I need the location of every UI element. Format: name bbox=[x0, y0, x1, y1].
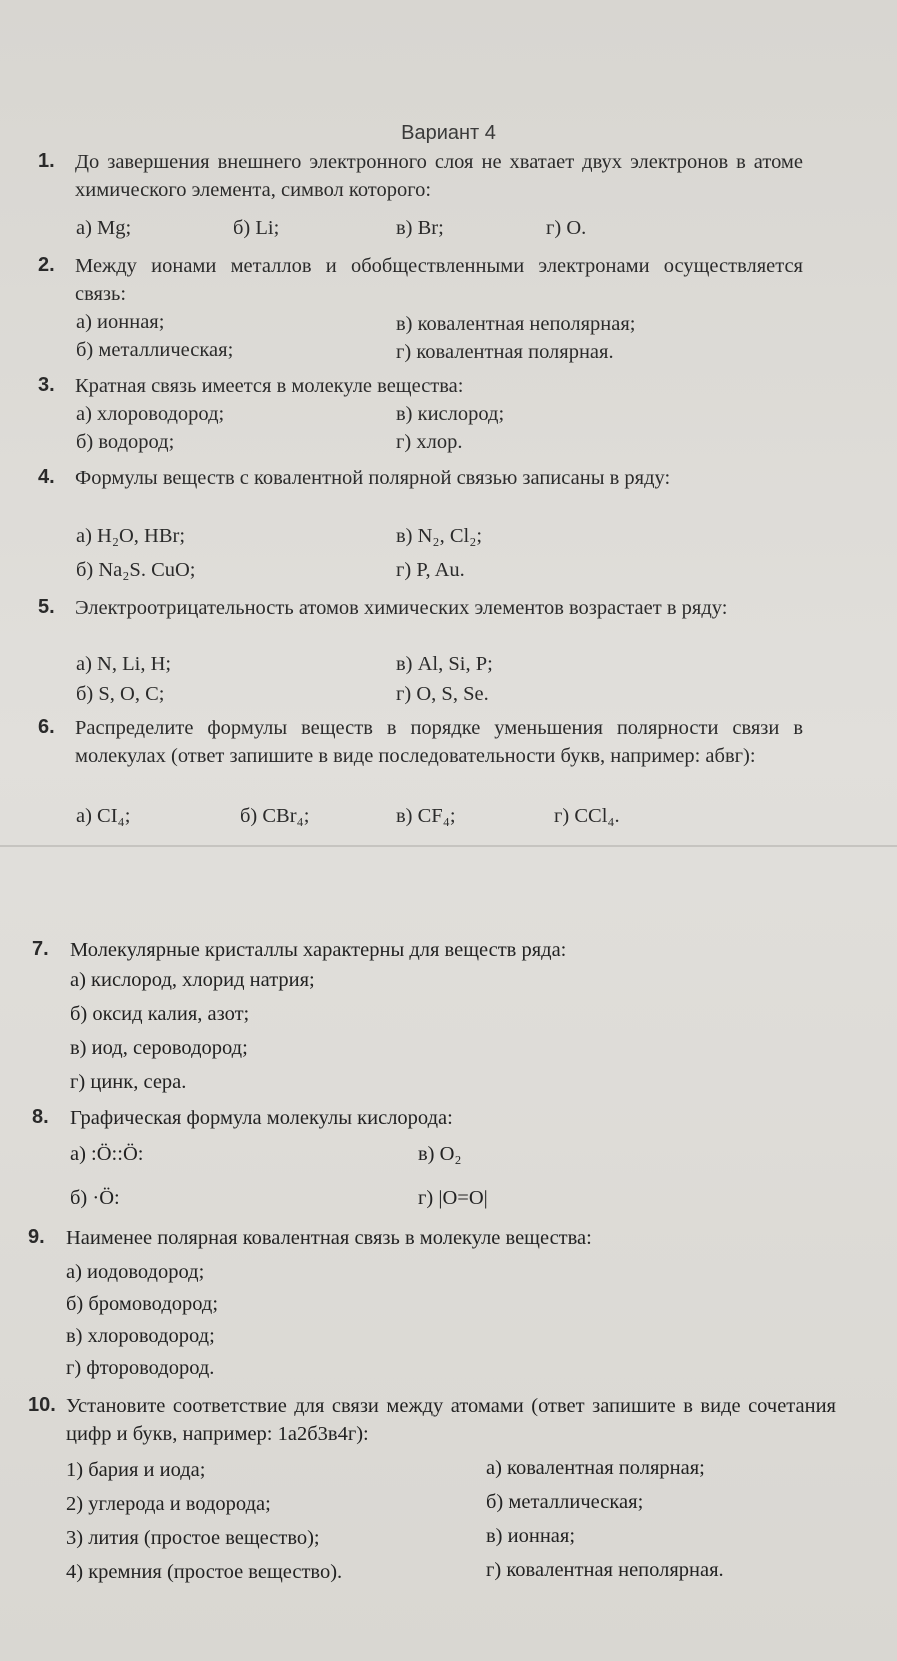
question-number: 5. bbox=[38, 596, 55, 618]
question-number: 4. bbox=[38, 466, 55, 488]
match-left-4: 4) кремния (простое вещество). bbox=[66, 1561, 343, 1583]
match-right-b: б) металлическая; bbox=[486, 1491, 644, 1513]
question-number: 2. bbox=[38, 254, 55, 276]
question-number: 10. bbox=[28, 1394, 56, 1416]
option-a: а) CI₄; bbox=[76, 805, 131, 827]
option-c: в) Br; bbox=[396, 217, 444, 239]
question-number: 8. bbox=[32, 1106, 49, 1128]
option-d: г) хлор. bbox=[396, 431, 463, 453]
option-d: г) CCl₄. bbox=[554, 805, 620, 827]
option-b: б) ·Ö: bbox=[70, 1187, 120, 1209]
option-b: б) водород; bbox=[76, 431, 175, 453]
option-a: а) :Ö::Ö: bbox=[70, 1143, 144, 1165]
option-c: в) иод, сероводород; bbox=[70, 1037, 248, 1059]
question-text: Молекулярные кристаллы характерны для веществ ряда: bbox=[70, 939, 567, 961]
option-d: г) P, Au. bbox=[396, 559, 465, 581]
question-text: Формулы веществ с ковалентной полярной связью записаны в ряду: bbox=[75, 467, 671, 489]
question-text: Распределите формулы веществ в порядке уменьшения полярности связи в молекулах (ответ запишите в виде последовательности букв, например: абвг): bbox=[75, 717, 803, 767]
question-number: 9. bbox=[28, 1226, 45, 1248]
question-number: 7. bbox=[32, 938, 49, 960]
option-c: в) Al, Si, P; bbox=[396, 653, 493, 675]
question-text: Установите соответствие для связи между атомами (ответ запишите в виде сочетания цифр и букв, например: 1а2б3в4г): bbox=[66, 1395, 836, 1445]
option-a: а) хлороводород; bbox=[76, 403, 225, 425]
page-title: Вариант 4 bbox=[401, 122, 496, 144]
question-text: Электроотрицательность атомов химических элементов возрастает в ряду: bbox=[75, 597, 728, 619]
match-right-c: в) ионная; bbox=[486, 1525, 576, 1547]
option-a: а) кислород, хлорид натрия; bbox=[70, 969, 315, 991]
option-d: г) O, S, Se. bbox=[396, 683, 489, 705]
question-text: До завершения внешнего электронного слоя не хватает двух электронов в атоме химического элемента, символ которого: bbox=[75, 151, 803, 201]
option-b: б) оксид калия, азот; bbox=[70, 1003, 250, 1025]
option-b: б) CBr₄; bbox=[240, 805, 310, 827]
question-number: 6. bbox=[38, 716, 55, 738]
option-c: в) O₂ bbox=[418, 1143, 462, 1165]
option-b: б) бромоводород; bbox=[66, 1293, 219, 1315]
question-text: Между ионами металлов и обобществленными электронами осуществляется связь: bbox=[75, 255, 803, 305]
option-d: г) цинк, сера. bbox=[70, 1071, 187, 1093]
option-b: б) Na₂S. CuO; bbox=[76, 559, 196, 581]
match-right-d: г) ковалентная неполярная. bbox=[486, 1559, 724, 1581]
question-number: 1. bbox=[38, 150, 55, 172]
option-d: г) фтороводород. bbox=[66, 1357, 215, 1379]
question-text: Графическая формула молекулы кислорода: bbox=[70, 1107, 453, 1129]
option-d: г) |O=O| bbox=[418, 1187, 488, 1209]
option-c: в) N₂, Cl₂; bbox=[396, 525, 483, 547]
option-c: в) ковалентная неполярная; bbox=[396, 313, 636, 335]
match-right-a: а) ковалентная полярная; bbox=[486, 1457, 705, 1479]
option-d: г) О. bbox=[546, 217, 587, 239]
option-c: в) CF₄; bbox=[396, 805, 456, 827]
option-c: в) хлороводород; bbox=[66, 1325, 215, 1347]
option-b: б) S, O, C; bbox=[76, 683, 165, 705]
option-a: а) Mg; bbox=[76, 217, 132, 239]
paper-fold bbox=[0, 845, 897, 847]
question-number: 3. bbox=[38, 374, 55, 396]
option-a: а) H₂O, HBr; bbox=[76, 525, 186, 547]
option-a: а) N, Li, H; bbox=[76, 653, 172, 675]
option-a: а) иодоводород; bbox=[66, 1261, 205, 1283]
match-left-3: 3) лития (простое вещество); bbox=[66, 1527, 320, 1549]
question-text: Кратная связь имеется в молекуле вещества: bbox=[75, 375, 464, 397]
option-c: в) кислород; bbox=[396, 403, 505, 425]
match-left-2: 2) углерода и водорода; bbox=[66, 1493, 271, 1515]
option-a: а) ионная; bbox=[76, 311, 165, 333]
question-text: Наименее полярная ковалентная связь в молекуле вещества: bbox=[66, 1227, 592, 1249]
match-left-1: 1) бария и иода; bbox=[66, 1459, 206, 1481]
option-d: г) ковалентная полярная. bbox=[396, 341, 614, 363]
option-b: б) Li; bbox=[233, 217, 280, 239]
option-b: б) металлическая; bbox=[76, 339, 234, 361]
